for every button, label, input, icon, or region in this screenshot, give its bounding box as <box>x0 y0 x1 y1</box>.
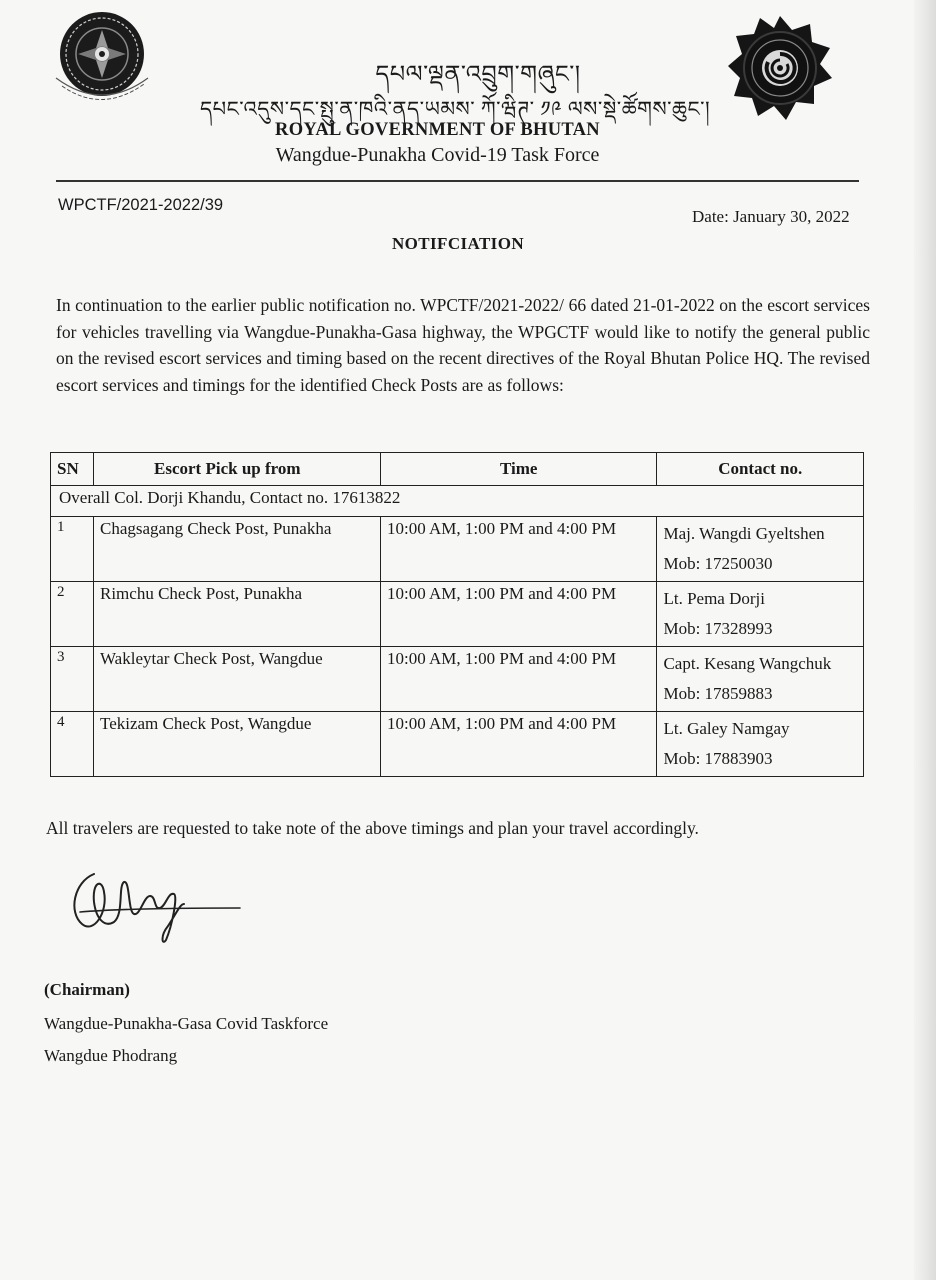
closing-note: All travelers are requested to take note of the above timings and plan your travel accordingly. <box>46 818 699 838</box>
row-mobile: Mob: 17859883 <box>663 684 773 703</box>
document-date: Date: January 30, 2022 <box>692 207 850 226</box>
header-sn: SN <box>51 453 94 486</box>
row-mobile: Mob: 17883903 <box>663 749 773 768</box>
task-force-name: Wangdue-Punakha Covid-19 Task Force <box>275 144 600 166</box>
row-officer: Capt. Kesang Wangchuk <box>663 654 832 673</box>
row-pickup: Wakleytar Check Post, Wangdue <box>94 647 381 712</box>
table-header-row <box>51 453 864 486</box>
table-row <box>51 712 864 777</box>
overall-contact: Overall Col. Dorji Khandu, Contact no. 17613822 <box>51 486 864 517</box>
row-pickup: Tekizam Check Post, Wangdue <box>94 712 381 777</box>
escort-schedule-table <box>50 452 864 777</box>
row-time: 10:00 AM, 1:00 PM and 4:00 PM <box>381 582 657 647</box>
header-contact: Contact no. <box>657 453 864 486</box>
reference-number: WPCTF/2021-2022/39 <box>58 196 224 214</box>
row-officer: Maj. Wangdi Gyeltshen <box>663 524 825 543</box>
row-time: 10:00 AM, 1:00 PM and 4:00 PM <box>381 647 657 712</box>
row-contact <box>657 647 864 712</box>
row-sn: 4 <box>51 712 94 777</box>
row-time: 10:00 AM, 1:00 PM and 4:00 PM <box>381 712 657 777</box>
notice-title: NOTIFCIATION <box>392 234 525 253</box>
government-name: ROYAL GOVERNMENT OF BHUTAN <box>275 120 600 140</box>
row-sn: 1 <box>51 517 94 582</box>
handwritten-signature <box>64 852 244 952</box>
overall-contact-row <box>51 486 864 517</box>
signatory-location: Wangdue Phodrang <box>44 1046 178 1065</box>
table-row <box>51 647 864 712</box>
table-row <box>51 582 864 647</box>
row-officer: Lt. Galey Namgay <box>663 719 790 738</box>
row-contact <box>657 712 864 777</box>
table-row <box>51 517 864 582</box>
paper-edge <box>914 0 936 1280</box>
row-mobile: Mob: 17328993 <box>663 619 773 638</box>
signatory-title: (Chairman) <box>44 980 130 999</box>
row-contact <box>657 582 864 647</box>
row-time: 10:00 AM, 1:00 PM and 4:00 PM <box>381 517 657 582</box>
row-pickup: Chagsagang Check Post, Punakha <box>94 517 381 582</box>
row-sn: 3 <box>51 647 94 712</box>
header-time: Time <box>381 453 657 486</box>
row-mobile: Mob: 17250030 <box>663 554 773 573</box>
dzongkha-header-line-1: དཔལ་ལྡན་འབྲུག་གཞུང་། <box>375 62 581 88</box>
dzongkha-header-line-2: དཔང་འདུས་དང་སྤུ་ན་ཁའི་ནད་ཡམས་ ཀོ་ཝིཊ་ ༡༩ ལས་སྡེ་ཚོགས་ཆུང་། <box>200 97 711 121</box>
row-pickup: Rimchu Check Post, Punakha <box>94 582 381 647</box>
signatory-organization: Wangdue-Punakha-Gasa Covid Taskforce <box>44 1014 329 1033</box>
row-officer: Lt. Pema Dorji <box>663 589 765 608</box>
row-sn: 2 <box>51 582 94 647</box>
body-paragraph: In continuation to the earlier public notification no. WPCTF/2021-2022/ 66 dated 21-01-2022 on the escort services for vehicles travelling via Wangdue-Punakha-Gasa highway, the WPGCTF would like to notify the general public on the revised escort services and timing based on the recent directives of the Royal Bhutan Police HQ. The revised escort services and timings for the identified Check Posts are as follows: <box>56 295 870 395</box>
row-contact <box>657 517 864 582</box>
header-pickup: Escort Pick up from <box>94 453 381 486</box>
header-divider <box>56 180 859 182</box>
